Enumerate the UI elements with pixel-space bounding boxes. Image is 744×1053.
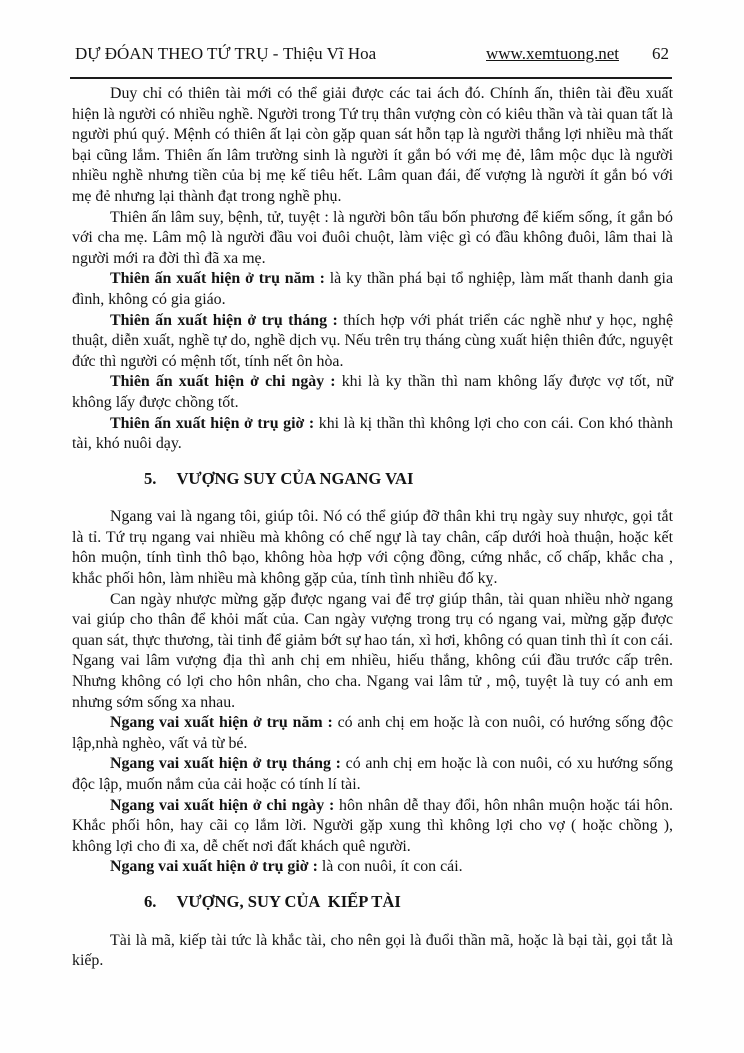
paragraph <box>72 311 673 373</box>
section-heading-5 <box>144 469 673 490</box>
paragraph-body: là con nuôi, ít con cái. <box>317 858 463 876</box>
paragraph-body: khi là kị thần thì không lợi cho con cái. Con khó thành tài, khó nuôi dạy. <box>72 414 673 453</box>
paragraph <box>72 372 673 413</box>
page-number: 62 <box>652 44 669 63</box>
book-title: DỰ ĐÓAN THEO TỨ TRỤ - <box>75 44 279 63</box>
section-title: VƯỢNG SUY CỦA NGANG VAI <box>176 468 414 488</box>
paragraph <box>72 754 673 795</box>
section-heading-6 <box>144 892 673 913</box>
paragraph-body: có anh chị em hoặc là con nuôi, có hướng sống độc lập,nhà nghèo, vất vả từ bé. <box>72 714 673 752</box>
author-name: Thiệu Vĩ Hoa <box>283 44 377 63</box>
paragraph-lead: Thiên ấn xuất hiện ở trụ năm : <box>110 270 325 288</box>
paragraph-body: hôn nhân dễ thay đổi, hôn nhân muộn hoặc tái hôn. Khắc phối hôn, hay cãi cọ lắm lời. Người gặp xung thì không lợi cho vợ ( hoặc chồng ), không lợi cho đi xa, dễ chết nơi đất khách quê người. <box>72 796 673 855</box>
page-content <box>72 84 673 972</box>
paragraph-lead: Ngang vai xuất hiện ở trụ giờ : <box>110 858 318 876</box>
paragraph <box>72 713 673 754</box>
paragraph-lead: Thiên ấn xuất hiện ở chi ngày : <box>110 373 336 391</box>
section-number: 5. <box>144 468 157 488</box>
website-link[interactable]: www.xemtuong.net <box>486 44 619 63</box>
paragraph: Can ngày nhược mừng gặp được ngang vai để trợ giúp thân, tài quan nhiều nhờ ngang vai giúp cho thân để khỏi mất của. Can ngày vượng trong trụ có ngang vai, mừng gặp được quan sát, thực thương, tài tinh để giảm bớt sự hao tán, xì hơi, không có quan tinh thì ít con cái. Ngang vai lâm vượng địa thì anh chị em nhiều, hiếu thắng, không cúi đầu trước cấp trên. Nhưng không có lợi cho hôn nhân, cho cha. Ngang vai lâm tử , mộ, tuyệt là tuy có anh em nhưng sớm sống xa nhau. <box>72 590 673 711</box>
paragraph <box>72 414 673 455</box>
section-number: 6. <box>144 891 157 911</box>
paragraph: Tài là mã, kiếp tài tức là khắc tài, cho nên gọi là đuổi thần mã, hoặc là bại tài, gọi tắt là kiếp. <box>72 931 673 970</box>
header-divider <box>70 77 672 79</box>
paragraph <box>72 269 673 310</box>
paragraph-lead: Ngang vai xuất hiện ở trụ tháng : <box>110 755 341 773</box>
paragraph-body: thích hợp với phát triển các nghề như y học, nghệ thuật, diễn xuất, nghề tự do, nghề dịch vụ. Nếu trên trụ tháng cùng xuất hiện thiên đức, nguyệt đức thì người có mệnh tốt, tính nết ôn hòa. <box>72 311 673 370</box>
section-title: VƯỢNG, SUY CỦA KIẾP TÀI <box>176 891 401 911</box>
paragraph-lead: Thiên ấn xuất hiện ở trụ giờ : <box>110 414 315 432</box>
paragraph: Thiên ấn lâm suy, bệnh, tử, tuyệt : là người bôn tẩu bốn phương để kiếm sống, ít gắn bó với cha mẹ. Lâm mộ là người đầu voi đuôi chuột, làm việc gì có đầu không đuôi, lâm thai là người mới ra đời thì đã xa mẹ. <box>72 208 673 267</box>
paragraph-lead: Ngang vai xuất hiện ở chi ngày : <box>110 796 335 814</box>
paragraph-body: là ky thần phá bại tổ nghiệp, làm mất thanh danh gia đình, không có gia giáo. <box>72 270 674 308</box>
paragraph-lead: Thiên ấn xuất hiện ở trụ tháng : <box>110 311 338 329</box>
paragraph-lead: Ngang vai xuất hiện ở trụ năm : <box>110 714 333 732</box>
paragraph-body: khi là ky thần thì nam không lấy được vợ tốt, nữ không lấy được chồng tốt. <box>72 373 673 411</box>
paragraph <box>72 857 673 878</box>
paragraph: Ngang vai là ngang tôi, giúp tôi. Nó có thể giúp đỡ thân khi trụ ngày suy nhược, gọi tắt là tỉ. Tứ trụ ngang vai nhiều mà không có chế ngự là tay chân, cấp dưới hoà thuận, hoặc kết hôn muộn, tính tình thô bạo, không hòa hợp với cộng đồng, cứng nhắc, cố chấp, khắc cha , khắc phối hôn, làm nhiều mà không gặp của, tính tình nhiều đố kỵ. <box>72 508 673 588</box>
paragraph <box>72 796 673 858</box>
paragraph-body: có anh chị em hoặc là con nuôi, có xu hướng sống độc lập, muốn nắm của cải hoặc có tính lí tài. <box>72 755 673 793</box>
paragraph: Duy chỉ có thiên tài mới có thể giải được các tai ách đó. Chính ấn, thiên tài đều xuất hiện là người có nhiều nghề. Người trong Tứ trụ thân vượng còn có kiêu thần và tài quan tất là người phú quý. Mệnh có thiên ất lại còn gặp quan sát hỗn tạp là người thắng lợi nhiều mà thất bại cũng lắm. Thiên ấn lâm trường sinh là người ít gắn bó với mẹ đẻ, lâm mộc dục là người nhiều nghề nhưng tiền của bị mẹ kế tiêu hết. Lâm quan đái, đế vượng là người ít gắn bó với mẹ đẻ nhưng lại thành đạt trong nghề phụ. <box>72 85 673 205</box>
